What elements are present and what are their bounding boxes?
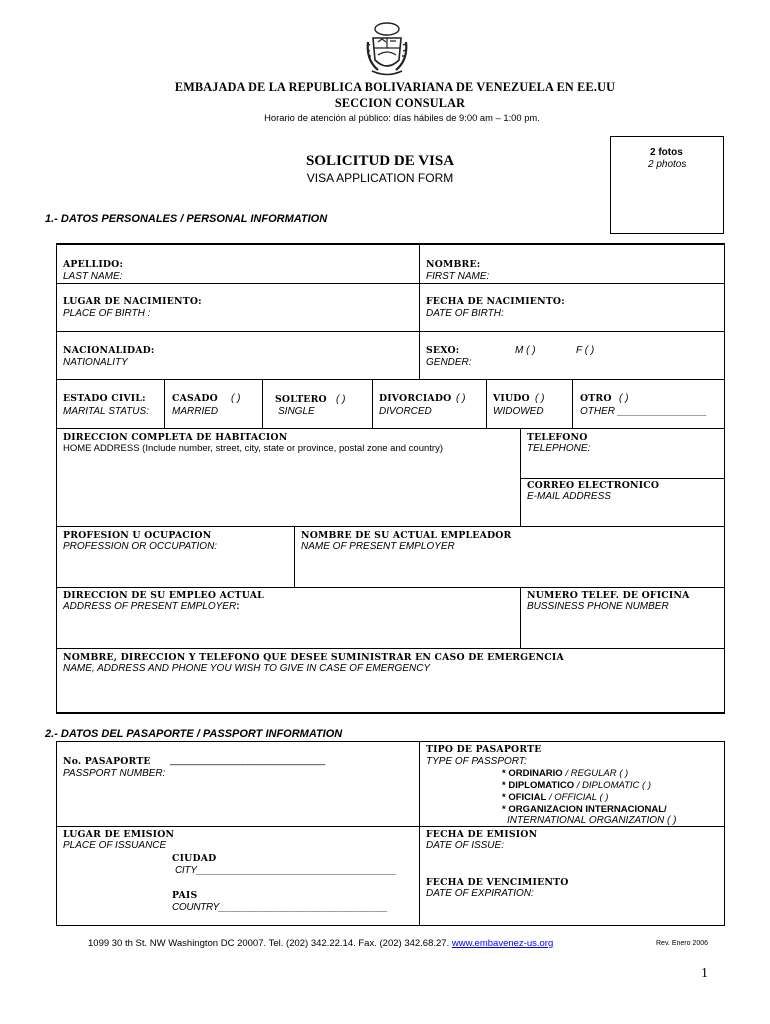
passport-type-label-en: TYPE OF PASSPORT: bbox=[426, 756, 527, 767]
employer-label: NOMBRE DE SU ACTUAL EMPLEADOR bbox=[301, 530, 512, 541]
employer-address-label-en: ADDRESS OF PRESENT EMPLOYER: bbox=[63, 601, 240, 612]
place-issuance-label: LUGAR DE EMISION bbox=[63, 829, 175, 840]
country-input[interactable]: COUNTRY________________________________ bbox=[172, 902, 388, 913]
passport-type-ordinary[interactable]: * ORDINARIO / REGULAR ( ) bbox=[502, 768, 629, 779]
profession-label: PROFESION U OCUPACION bbox=[63, 530, 212, 541]
telephone-label: TELEFONO bbox=[527, 432, 588, 443]
sex-label-en: GENDER: bbox=[426, 357, 472, 368]
other-checkbox[interactable]: ( ) bbox=[619, 393, 629, 404]
embassy-name: EMBAJADA DE LA REPUBLICA BOLIVARIANA DE VENEZUELA EN EE.UU bbox=[174, 80, 616, 94]
divorced-checkbox[interactable]: ( ) bbox=[456, 393, 466, 404]
single-checkbox[interactable]: ( ) bbox=[336, 394, 346, 405]
birth-date-label: FECHA DE NACIMIENTO: bbox=[426, 296, 565, 307]
footer-address bbox=[88, 938, 553, 949]
passport-type-international-en: INTERNATIONAL ORGANIZATION ( ) bbox=[507, 815, 677, 826]
email-label-en: E-MAIL ADDRESS bbox=[527, 491, 611, 502]
married-label: CASADO bbox=[172, 393, 218, 404]
website-link[interactable]: www.embavenez-us.org bbox=[451, 938, 554, 949]
photo-box-subtitle: 2 photos bbox=[648, 159, 687, 170]
home-address-label: DIRECCION COMPLETA DE HABITACION bbox=[63, 432, 288, 443]
passport-number-input[interactable]: ______________________________ bbox=[170, 755, 325, 766]
passport-type-official[interactable]: * OFICIAL / OFFICIAL ( ) bbox=[502, 792, 609, 803]
country-label: PAIS bbox=[172, 890, 198, 901]
last-name-label-en: LAST NAME: bbox=[63, 271, 123, 282]
divorced-label-en: DIVORCED bbox=[379, 406, 432, 417]
section1-heading: 1.- DATOS PERSONALES / PERSONAL INFORMATION bbox=[45, 213, 328, 225]
form-title: SOLICITUD DE VISA bbox=[305, 153, 455, 169]
office-phone-label: NUMERO TELEF. DE OFICINA bbox=[527, 590, 690, 601]
form-subtitle: VISA APPLICATION FORM bbox=[306, 171, 454, 185]
other-label: OTRO bbox=[580, 393, 612, 404]
email-label: CORREO ELECTRONICO bbox=[527, 480, 660, 491]
sex-female-checkbox[interactable]: F ( ) bbox=[576, 345, 595, 356]
employer-label-en: NAME OF PRESENT EMPLOYER bbox=[301, 541, 455, 552]
home-address-label-en: HOME ADDRESS (Include number, street, city, state or province, postal zone and country) bbox=[63, 443, 443, 454]
revision-note: Rev. Enero 2006 bbox=[656, 940, 709, 947]
employer-address-label: DIRECCION DE SU EMPLEO ACTUAL bbox=[63, 590, 264, 601]
passport-type-label: TIPO DE PASAPORTE bbox=[426, 744, 542, 755]
nationality-label-en: NATIONALITY bbox=[63, 357, 128, 368]
passport-type-diplomatic[interactable]: * DIPLOMATICO / DIPLOMATIC ( ) bbox=[502, 780, 652, 791]
widowed-label: VIUDO bbox=[493, 393, 530, 404]
issue-date-label: FECHA DE EMISION bbox=[426, 829, 538, 840]
issue-date-label-en: DATE OF ISSUE: bbox=[426, 840, 504, 851]
birth-date-label-en: DATE OF BIRTH: bbox=[426, 308, 504, 319]
office-phone-label-en: BUSSINESS PHONE NUMBER bbox=[527, 601, 669, 612]
city-input[interactable]: CITY______________________________________ bbox=[175, 865, 397, 876]
office-hours: Horario de atención al público: días hábiles de 9:00 am – 1:00 pm. bbox=[264, 112, 540, 123]
marital-status-label: ESTADO CIVIL: bbox=[63, 393, 146, 404]
first-name-label: NOMBRE: bbox=[426, 259, 481, 270]
coat-of-arms-seal bbox=[364, 22, 410, 78]
place-issuance-label-en: PLACE OF ISSUANCE bbox=[63, 840, 167, 851]
emergency-contact-label: NOMBRE, DIRECCION Y TELEFONO QUE DESEE SUMINISTRAR EN CASO DE EMERGENCIA bbox=[63, 652, 564, 663]
passport-number-label: No. PASAPORTE bbox=[63, 756, 151, 767]
nationality-label: NACIONALIDAD: bbox=[63, 345, 155, 356]
city-label: CIUDAD bbox=[172, 853, 217, 864]
widowed-checkbox[interactable]: ( ) bbox=[535, 393, 545, 404]
page-number: 1 bbox=[701, 966, 708, 981]
telephone-label-en: TELEPHONE: bbox=[527, 443, 591, 454]
birth-place-label: LUGAR DE NACIMIENTO: bbox=[63, 296, 202, 307]
married-checkbox[interactable]: ( ) bbox=[231, 393, 241, 404]
other-input[interactable]: OTHER ________________ bbox=[580, 406, 707, 417]
birth-place-label-en: PLACE OF BIRTH : bbox=[63, 308, 151, 319]
last-name-label: APELLIDO: bbox=[63, 259, 124, 270]
expiration-date-label-en: DATE OF EXPIRATION: bbox=[426, 888, 534, 899]
passport-number-label-en: PASSPORT NUMBER: bbox=[63, 768, 166, 779]
sex-male-checkbox[interactable]: M ( ) bbox=[515, 345, 536, 356]
married-label-en: MARRIED bbox=[172, 406, 219, 417]
personal-info-table bbox=[56, 244, 725, 714]
first-name-label-en: FIRST NAME: bbox=[426, 271, 490, 282]
sex-label: SEXO: bbox=[426, 345, 460, 356]
consular-section: SECCION CONSULAR bbox=[334, 96, 466, 110]
marital-status-label-en: MARITAL STATUS: bbox=[63, 406, 149, 417]
single-label: SOLTERO bbox=[275, 394, 327, 405]
emergency-contact-label-en: NAME, ADDRESS AND PHONE YOU WISH TO GIVE IN CASE OF EMERGENCY bbox=[63, 663, 431, 674]
section2-heading: 2.- DATOS DEL PASAPORTE / PASSPORT INFORMATION bbox=[45, 728, 343, 740]
widowed-label-en: WIDOWED bbox=[493, 406, 544, 417]
profession-label-en: PROFESSION OR OCCUPATION: bbox=[63, 541, 218, 552]
divorced-label: DIVORCIADO bbox=[379, 393, 452, 404]
expiration-date-label: FECHA DE VENCIMIENTO bbox=[426, 877, 569, 888]
photo-box-title: 2 fotos bbox=[650, 147, 683, 158]
footer-contact-text: 1099 30 th St. NW Washington DC 20007. Tel. (202) 342.22.14. Fax. (202) 342.68.27. bbox=[88, 938, 452, 949]
single-label-en: SINGLE bbox=[278, 406, 315, 417]
passport-type-international[interactable]: * ORGANIZACION INTERNACIONAL/ bbox=[502, 804, 667, 815]
